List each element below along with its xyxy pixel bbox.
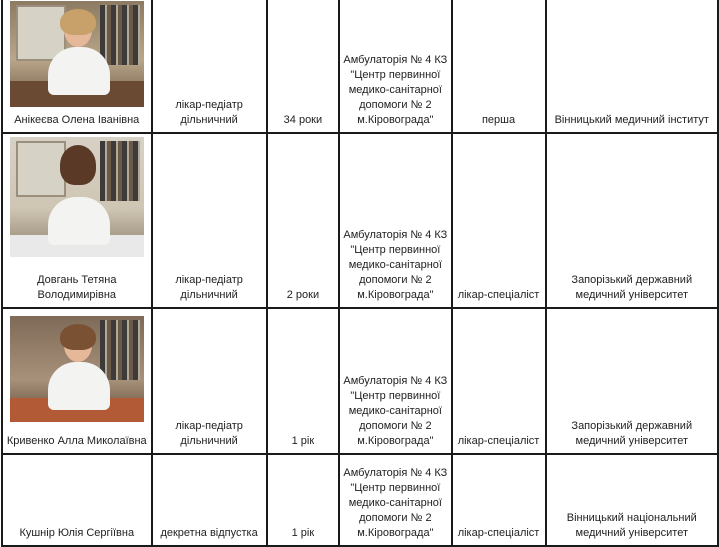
table-row <box>2 308 718 454</box>
experience-cell: 1 рік <box>267 308 340 454</box>
education-cell: Запорізький державний медичний університет <box>546 133 718 308</box>
position-cell: лікар-педіатр дільничний <box>152 133 267 308</box>
workplace-cell: Амбулаторія № 4 КЗ "Центр первинної медико-санітарної допомоги № 2 м.Кіровограда" <box>339 454 451 546</box>
table-row <box>2 0 718 133</box>
education-cell: Вінницький національний медичний університет <box>546 454 718 546</box>
position-cell: лікар-педіатр дільничний <box>152 0 267 133</box>
name-cell <box>2 308 152 454</box>
category-cell: перша <box>452 0 546 133</box>
position-cell: лікар-педіатр дільничний <box>152 308 267 454</box>
table-row <box>2 454 718 546</box>
workplace-cell: Амбулаторія № 4 КЗ "Центр первинної медико-санітарної допомоги № 2 м.Кіровограда" <box>339 308 451 454</box>
name-cell <box>2 0 152 133</box>
doctor-photo <box>10 137 144 257</box>
name-cell <box>2 454 152 546</box>
workplace-cell: Амбулаторія № 4 КЗ "Центр первинної медико-санітарної допомоги № 2 м.Кіровограда" <box>339 133 451 308</box>
experience-cell: 2 роки <box>267 133 340 308</box>
table-row <box>2 133 718 308</box>
doctor-photo <box>10 316 144 422</box>
name-cell <box>2 133 152 308</box>
category-cell: лікар-спеціаліст <box>452 454 546 546</box>
category-cell: лікар-спеціаліст <box>452 308 546 454</box>
education-cell: Вінницький медичний інститут <box>546 0 718 133</box>
doctor-photo <box>10 1 144 107</box>
experience-cell: 1 рік <box>267 454 340 546</box>
staff-table <box>1 0 719 547</box>
workplace-cell: Амбулаторія № 4 КЗ "Центр первинної медико-санітарної допомоги № 2 м.Кіровограда" <box>339 0 451 133</box>
experience-cell: 34 роки <box>267 0 340 133</box>
education-cell: Запорізький державний медичний університет <box>546 308 718 454</box>
category-cell: лікар-спеціаліст <box>452 133 546 308</box>
doctor-name: Кривенко Алла Миколаївна <box>6 435 147 447</box>
doctor-name: Анікеєва Олена Іванівна <box>14 114 140 126</box>
doctor-name: Кушнір Юлія Сергіївна <box>19 527 135 539</box>
doctor-name: Довгань Тетяна Володимирівна <box>37 274 117 301</box>
position-cell: декретна відпустка <box>152 454 267 546</box>
